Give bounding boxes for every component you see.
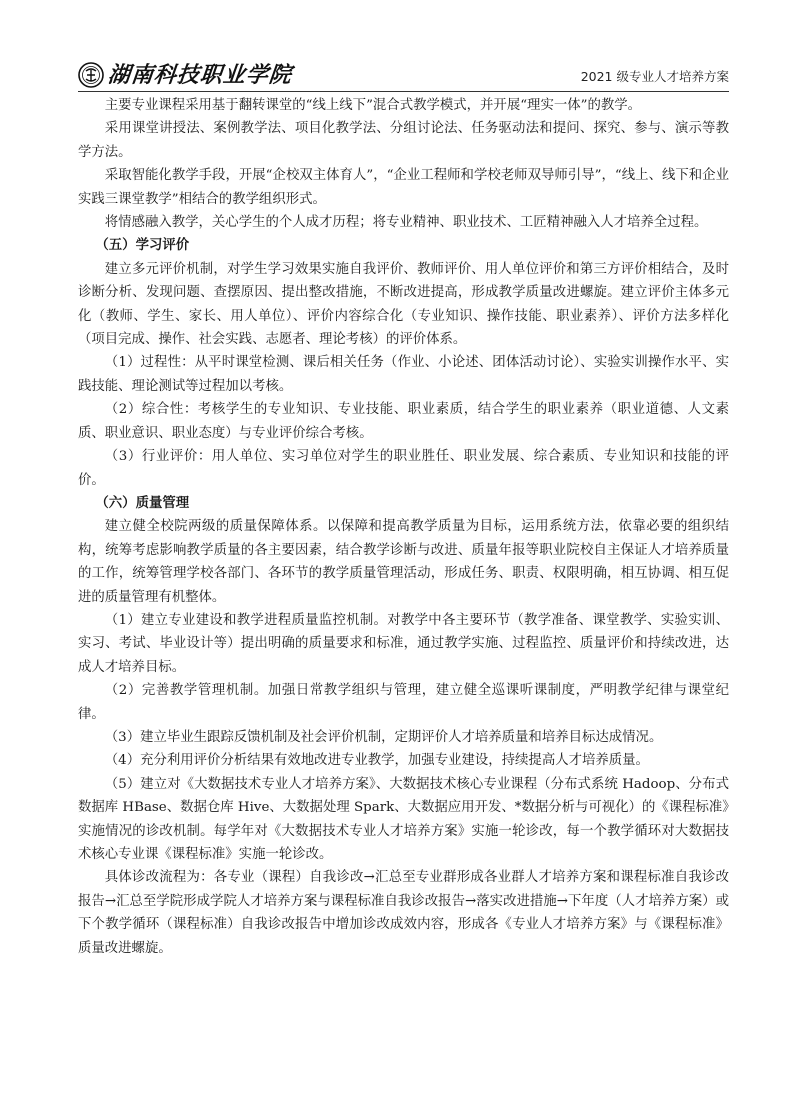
paragraph: （1）过程性：从平时课堂检测、课后相关任务（作业、小论述、团体活动讨论）、实验实训操作水平、实践技能、理论测试等过程加以考核。 — [78, 355, 729, 394]
paragraph: 建立多元评价机制，对学生学习效果实施自我评价、教师评价、用人单位评价和第三方评价相结合，及时诊断分析、发现问题、查摆原因、提出整改措施，不断改进提高，形成教学质量改进螺旋。建立评价主体多元化（教师、学生、家长、用人单位）、评价内容综合化（专业知识、操作技能、职业素养）、评价方法多样化（项目完成、操作、社会实践、志愿者、理论考核）的评价体系。 — [78, 261, 729, 348]
header-divider — [78, 91, 729, 92]
paragraph: 采用课堂讲授法、案例教学法、项目化教学法、分组讨论法、任务驱动法和提问、探究、参与、演示等教学方法。 — [78, 121, 729, 160]
paragraph: 主要专业课程采用基于翻转课堂的“线上线下”混合式教学模式，并开展“理实一体”的教学。 — [104, 98, 642, 113]
section-heading-quality-management: （六）质量管理 — [95, 495, 190, 511]
paragraph: （2）完善教学管理机制。加强日常教学组织与管理，建立健全巡课听课制度，严明教学纪律与课堂纪律。 — [78, 683, 729, 722]
paragraph: （1）建立专业建设和教学进程质量监控机制。对教学中各主要环节（教学准备、课堂教学、实验实训、实习、考试、毕业设计等）提出明确的质量要求和标准，通过教学实施、过程监控、质量评价和持续改进，达成人才培养目标。 — [78, 612, 729, 675]
paragraph: （4）充分利用评价分析结果有效地改进专业教学，加强专业建设，持续提高人才培养质量。 — [104, 753, 649, 769]
paragraph: 采取智能化教学手段，开展“企校双主体育人”，“企业工程师和学校老师双导师引导”，“线上、线下和企业实践三课堂教学”相结合的教学组织形式。 — [78, 168, 729, 207]
document-body — [78, 94, 729, 960]
paragraph: 建立健全校院两级的质量保障体系。以保障和提高教学质量为目标，运用系统方法，依靠必要的组织结构，统筹考虑影响教学质量的各主要因素，结合教学诊断与改进、质量年报等职业院校自主保证人才培养质量的工作，统筹管理学校各部门、各环节的教学质量管理活动，形成任务、职责、权限明确，相互协调、相互促进的质量管理有机整体。 — [78, 519, 729, 605]
college-name: 湖南科技职业学院 — [106, 62, 294, 88]
document-title: 2021 级专业人才培养方案 — [580, 69, 729, 84]
paragraph: 将情感融入教学，关心学生的个人成才历程；将专业精神、职业技术、工匠精神融入人才培养全过程。 — [104, 215, 708, 231]
paragraph: （3）建立毕业生跟踪反馈机制及社会评价机制，定期评价人才培养质量和培养目标达成情况。 — [104, 729, 663, 745]
paragraph: （5）建立对《大数据技术专业人才培养方案》、大数据技术核心专业课程（分布式系统 Hadoop、分布式数据库 HBase、数据仓库 Hive、大数据处理 Spark、大数据应用开发、*数据分析与可视化）的《课程标准》实施情况的诊改机制。每学年对《大数据技术专业人才培养方案》实施一轮诊改，每一个教学循环对大数据技术核心专业课《课程标准》实施一轮诊改。 — [78, 776, 729, 862]
paragraph: 具体诊改流程为：各专业（课程）自我诊改→汇总至专业群形成各业群人才培养方案和课程标准自我诊改报告→汇总至学院形成学院人才培养方案与课程标准自我诊改报告→落实改进措施→下年度（人才培养方案）或下个教学循环（课程标准）自我诊改报告中增加诊改成效内容，形成各《专业人才培养方案》与《课程标准》质量改进螺旋。 — [78, 870, 729, 956]
paragraph: （2）综合性：考核学生的专业知识、专业技能、职业素质，结合学生的职业素养（职业道德、人文素质、职业意识、职业态度）与专业评价综合考核。 — [78, 402, 729, 441]
page-header — [78, 62, 729, 92]
paragraph: （3）行业评价：用人单位、实习单位对学生的职业胜任、职业发展、综合素质、专业知识和技能的评价。 — [78, 449, 729, 488]
college-seal-logo — [78, 62, 104, 88]
section-heading-learning-evaluation: （五）学习评价 — [95, 238, 190, 254]
